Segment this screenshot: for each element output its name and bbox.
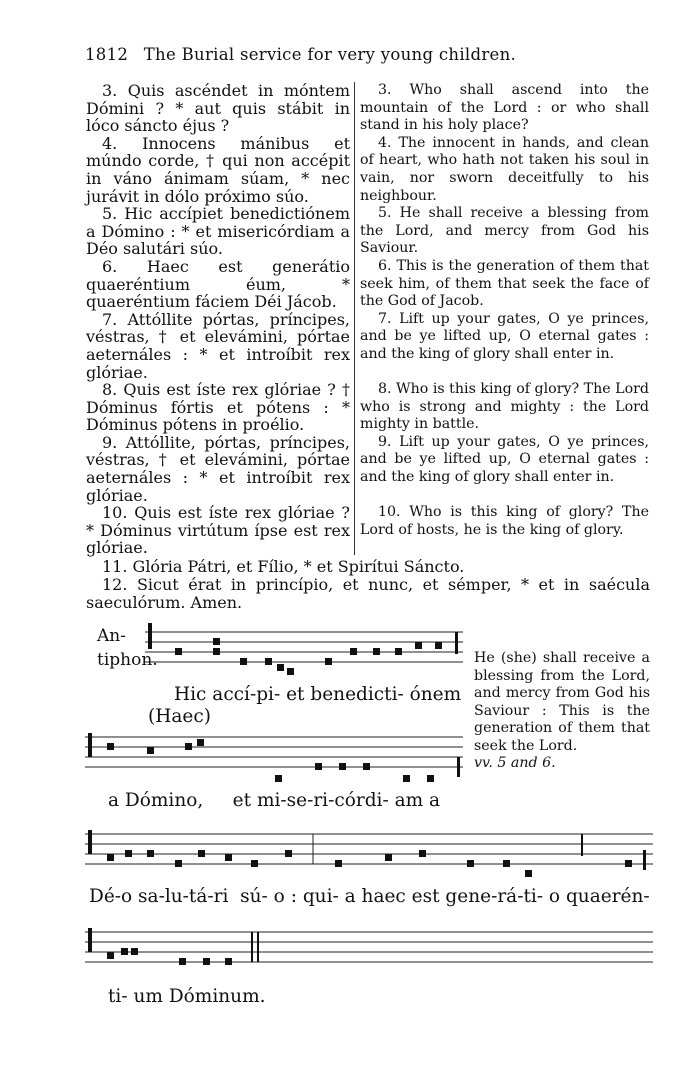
neume	[240, 658, 247, 665]
neume	[467, 860, 474, 867]
english-verse-8: 8. Who is this king of glory? The Lord who is strong and mighty : the Lord mighty in battle.	[360, 381, 649, 433]
english-verse-3: 3. Who shall ascend into the mountain of the Lord : or who shall stand in his holy place?	[360, 82, 649, 134]
neume	[125, 850, 132, 857]
c-clef	[88, 733, 92, 757]
neume	[503, 860, 510, 867]
neume	[373, 648, 380, 655]
neume	[403, 775, 410, 782]
neume	[350, 648, 357, 655]
doxology	[86, 558, 650, 612]
antiphon-translation	[474, 650, 650, 773]
neume	[419, 850, 426, 857]
page-number: 1812	[85, 45, 129, 64]
neume	[197, 739, 204, 746]
neume	[213, 638, 220, 645]
neume	[147, 747, 154, 754]
neume	[525, 870, 532, 877]
neume	[287, 668, 294, 675]
chant-staff-1	[145, 620, 465, 680]
neume	[415, 642, 422, 649]
page-title: The Burial service for very young children.	[143, 45, 517, 64]
column-divider	[354, 82, 355, 555]
antiphon-translation-text: He (she) shall receive a blessing from the Lord, and mercy from God his Saviour : This is the generation of them that seek the Lord.	[474, 650, 650, 754]
custos	[455, 632, 458, 654]
neume	[175, 860, 182, 867]
double-bar-line	[251, 932, 253, 962]
custos	[457, 757, 460, 777]
neume	[285, 850, 292, 857]
c-clef	[148, 623, 152, 649]
c-clef	[88, 928, 92, 952]
neume	[325, 658, 332, 665]
english-column	[360, 82, 649, 539]
bar-line	[581, 834, 583, 856]
c-clef	[88, 830, 92, 854]
antiphon-label-line-1: An-	[97, 626, 126, 646]
neume	[147, 850, 154, 857]
neume	[275, 775, 282, 782]
double-bar-line	[257, 932, 259, 962]
latin-verse-8: 8. Quis est íste rex glóriae ? † Dóminus fórtis et pótens : * Dóminus pótens in proélio.	[86, 380, 350, 435]
english-verse-4: 4. The innocent in hands, and clean of heart, who hath not taken his soul in vain, nor sworn deceitfully to his neighbour.	[360, 134, 649, 204]
chant-staff-4	[85, 920, 655, 982]
neume	[225, 958, 232, 965]
neume	[251, 860, 258, 867]
neume	[198, 850, 205, 857]
neume	[121, 948, 128, 955]
antiphon-label-line-2: tiphon.	[97, 650, 158, 670]
neume	[213, 648, 220, 655]
neume	[131, 948, 138, 955]
doxology-verse-11: 11. Glória Pátri, et Fílio, * et Spirítui Sáncto.	[102, 557, 465, 576]
neume	[625, 860, 632, 867]
neume	[395, 648, 402, 655]
neume	[179, 958, 186, 965]
latin-verse-10: 10. Quis est íste rex glóriae ? * Dóminus virtútum ípse est rex glóriae.	[86, 503, 350, 558]
neume	[265, 658, 272, 665]
doxology-verse-12: 12. Sicut érat in princípio, et nunc, et sémper, * et in saécula saeculórum. Amen.	[86, 575, 650, 612]
neume	[339, 763, 346, 770]
neume	[107, 743, 114, 750]
neume	[107, 854, 114, 861]
neume	[175, 648, 182, 655]
neume	[315, 763, 322, 770]
latin-verse-9: 9. Attóllite, pórtas, príncipes, véstras, † et elevámini, pórtae aeternáles : * et introíbit rex glóriae.	[86, 432, 350, 505]
neume	[107, 952, 114, 959]
latin-verse-7: 7. Attóllite pórtas, príncipes, véstras, † et elevámini, pórtae aeternáles : * et introíbit rex glóriae.	[86, 309, 350, 382]
english-verse-6: 6. This is the generation of them that seek him, of them that seek the face of the God of Jacob.	[360, 257, 649, 310]
latin-verse-3: 3. Quis ascéndet in móntem Dómini ? * aut quis stábit in lóco sáncto éjus ?	[86, 81, 350, 136]
english-verse-10: 10. Who is this king of glory? The Lord of hosts, he is the king of glory.	[360, 504, 649, 538]
lyrics-line-1: Hic accí-pi- et benedicti- ónem	[174, 684, 462, 705]
neume	[185, 743, 192, 750]
latin-verse-4: 4. Innocens mánibus et múndo corde, † qui non accépit in váno ánimam súam, * nec jurávit in dólo próximo súo.	[86, 133, 350, 206]
neume	[277, 664, 284, 671]
neume	[363, 763, 370, 770]
page-header	[85, 45, 655, 64]
latin-verse-5: 5. Hic accípiet benedictiónem a Dómino : * et misericórdiam a Déo salutári súo.	[86, 204, 350, 259]
lyrics-line-2: a Dómino, et mi-se-ri-córdi- am a	[108, 790, 441, 811]
neume	[203, 958, 210, 965]
neume	[385, 854, 392, 861]
english-verse-9: 9. Lift up your gates, O ye princes, and be ye lifted up, O eternal gates : and the king of glory shall enter in.	[360, 433, 649, 486]
lyrics-line-1-alt: (Haec)	[148, 706, 211, 727]
latin-column	[86, 82, 350, 557]
latin-verse-6: 6. Haec est generátio quaeréntium éum, * quaeréntium fáciem Déi Jácob.	[86, 256, 350, 312]
neume	[427, 775, 434, 782]
neume	[335, 860, 342, 867]
chant-staff-2	[85, 725, 465, 787]
antiphon-reference: vv. 5 and 6.	[474, 755, 556, 771]
english-verse-5: 5. He shall receive a blessing from the Lord, and mercy from God his Saviour.	[360, 205, 649, 257]
neume	[435, 642, 442, 649]
lyrics-line-4: ti- um Dóminum.	[108, 986, 266, 1007]
neume	[225, 854, 232, 861]
chant-staff-3	[85, 822, 655, 884]
lyrics-line-3: Dé-o sa-lu-tá-ri sú- o : qui- a haec est gene-rá-ti- o quaerén-	[89, 886, 650, 907]
custos	[643, 850, 646, 870]
english-verse-7: 7. Lift up your gates, O ye princes, and be ye lifted up, O eternal gates : and the king of glory shall enter in.	[360, 310, 649, 362]
